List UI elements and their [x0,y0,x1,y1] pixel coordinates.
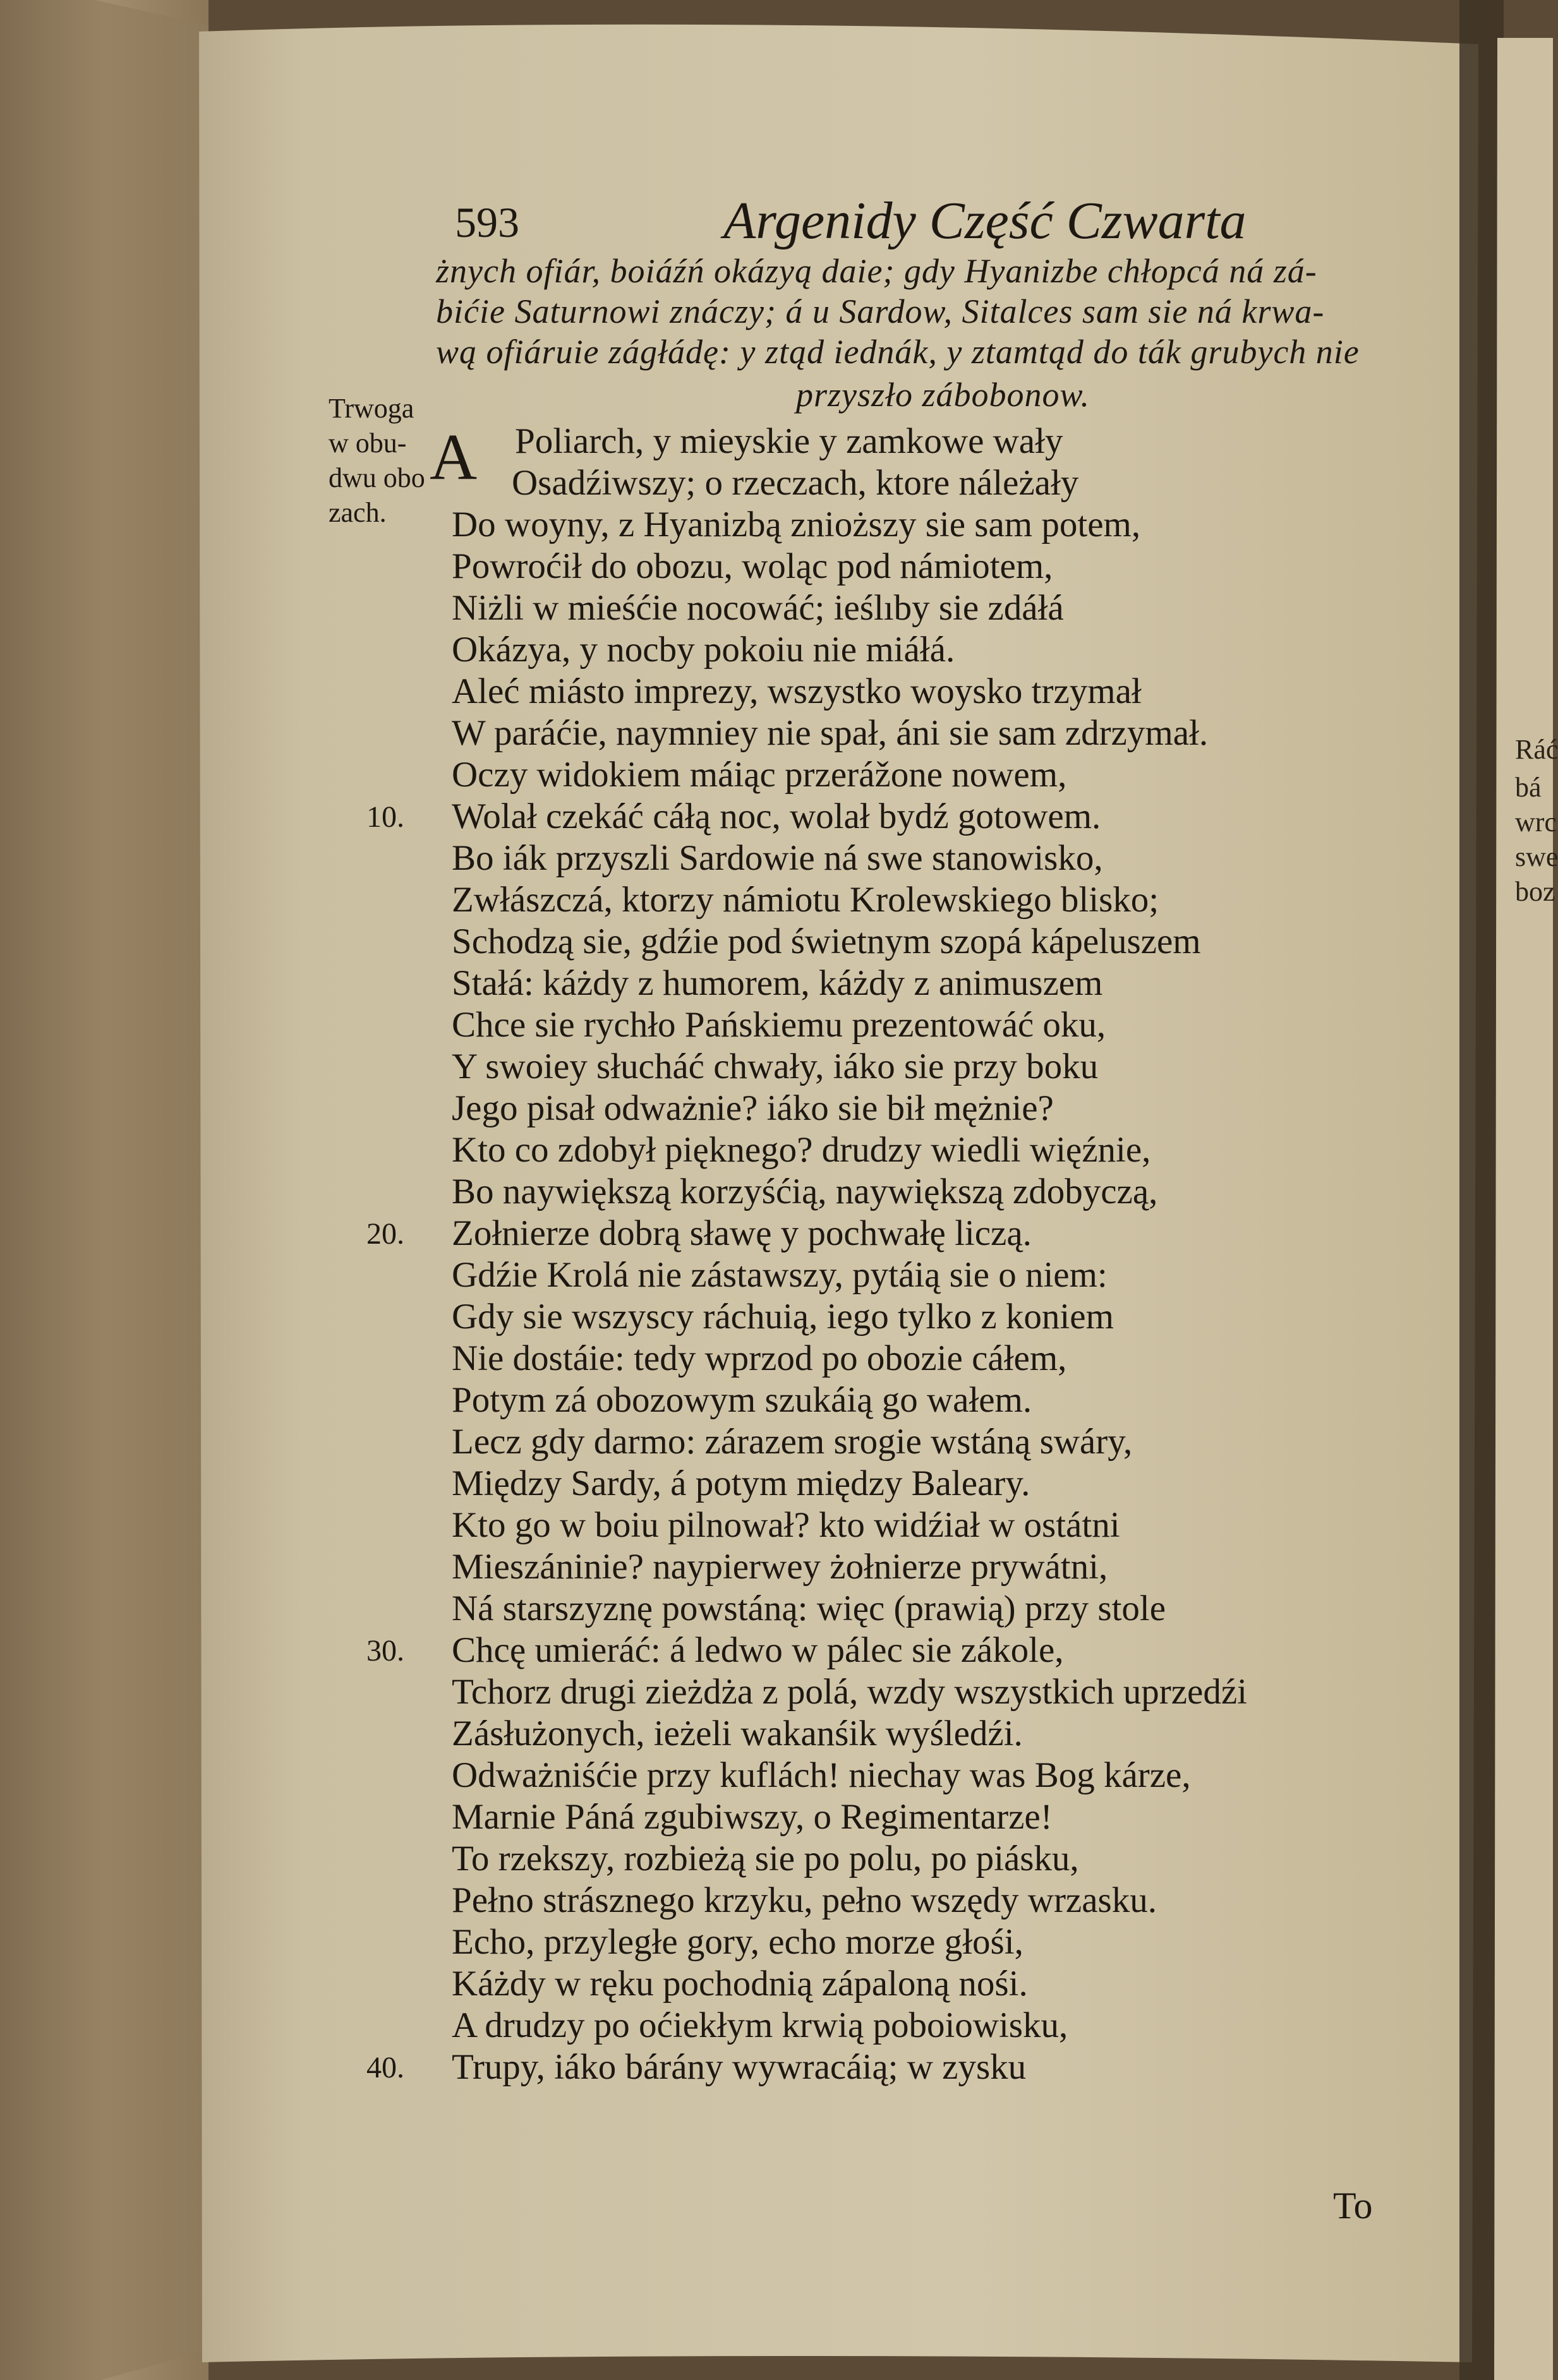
verse-line: Potym zá obozowym szukáią go wałem. [452,1380,1032,1420]
catchword: To [1333,2185,1373,2227]
verse-line: To rzekszy, rozbieżą sie po polu, po piásku, [452,1839,1079,1878]
next-page-fragment: swe [1515,841,1558,872]
margin-note-line: w obu- [329,428,407,459]
verse-line: Stałá: káżdy z humorem, káżdy z animuszem [452,963,1103,1003]
argument-line: bićie Saturnowi znáczy; á u Sardow, Sitalces sam sie ná krwa- [436,292,1325,330]
line-number: 30. [366,1634,404,1668]
verse-line: Jego pisał odważnie? iáko sie bił mężnie? [452,1088,1054,1128]
argument-line: wą ofiáruie zágłádę: y ztąd iednák, y ztamtąd do ták grubych nie [436,333,1360,371]
margin-note-line: zach. [329,497,387,528]
verse-line: Kto go w boiu pilnował? kto widźiał w ostátni [452,1505,1120,1545]
next-page-fragment: boz [1515,876,1555,907]
verse-line: Zásłużonych, ieżeli wakanśik wyśledźi. [452,1714,1023,1753]
verse-line: Lecz gdy darmo: zárazem srogie wstáną swáry, [452,1422,1133,1462]
verse-line: Powroćił do obozu, woląc pod námiotem, [452,546,1053,586]
verse-line: Mieszáninie? naypierwey żołnierze prywátni, [452,1547,1108,1587]
verse-line: Odważniśćie przy kuflách! niechay was Bog kárze, [452,1755,1191,1795]
verse-line: Echo, przyległe gory, echo morze głośi, [452,1922,1024,1962]
verse-line: A drudzy po oćiekłym krwią poboiowisku, [452,2005,1068,2045]
verse-line: Zołnierze dobrą sławę y pochwałę liczą. [452,1213,1032,1253]
drop-cap: A [430,421,478,493]
verse-line: Gdźie Krolá nie zástawszy, pytáią sie o niem: [452,1255,1108,1295]
verse-line: Między Sardy, á potym między Baleary. [452,1463,1030,1503]
verse-line: Trupy, iáko bárány wywracáią; w zysku [452,2047,1027,2087]
verse-line: Schodzą sie, gdźie pod świetnym szopá kápeluszem [452,922,1201,961]
right-page [1494,38,1553,2380]
line-number: 10. [366,800,404,834]
verse-line: Pełno strásznego krzyku, pełno wszędy wrzasku. [452,1880,1157,1920]
verse-line: Poliarch, y mieyskie y zamkowe wały [515,421,1063,461]
verse-line: Bo naywiększą korzyśćią, naywiększą zdobyczą, [452,1172,1158,1211]
argument-line: żnych ofiár, boiáźń okázyą daie; gdy Hyanizbe chłopcá ná zá- [436,252,1317,290]
verse-line: Tchorz drugi zieżdża z polá, wzdy wszystkich uprzedźi [452,1672,1247,1712]
verse-line: Zwłászczá, ktorzy námiotu Krolewskiego blisko; [452,880,1159,920]
verse-line: Y swoiey słucháć chwały, iáko sie przy boku [452,1047,1099,1086]
verse-line: Chce sie rychło Pańskiemu prezentowáć oku, [452,1005,1106,1045]
page-number: 593 [455,198,519,246]
line-number: 40. [366,2051,404,2084]
verse-line: Aleć miásto imprezy, wszystko woysko trzymał [452,671,1142,711]
next-page-fragment: wrc [1515,807,1557,838]
next-page-fragment: bá [1515,772,1542,803]
verse-line: Oczy widokiem máiąc przerážone nowem, [452,755,1067,795]
verse-line: Marnie Páná zgubiwszy, o Regimentarze! [452,1797,1053,1837]
verse-line: Osadźiwszy; o rzeczach, ktore náleżały [512,463,1079,503]
line-number: 20. [366,1217,404,1251]
margin-note-line: dwu obo [329,462,425,493]
verse-line: Bo iák przyszli Sardowie ná swe stanowisko, [452,838,1103,878]
verse-line: Nie dostáie: tedy wprzod po obozie cáłem, [452,1338,1067,1378]
next-page-fragment: Ráć [1515,734,1558,765]
margin-note-line: Trwoga [329,393,414,424]
verse-line: Wolał czekáć cáłą noc, wolał bydź gotowem. [452,796,1101,836]
verse-line: Ná starszyznę powstáną: więc (prawią) przy stole [452,1589,1166,1628]
verse-line: Niżli w mieśćie nocowáć; ieślıby sie zdáłá [452,588,1064,628]
verse-line: Okázya, y nocby pokoiu nie miáłá. [452,630,955,670]
running-title: Argenidy Część Czwarta [723,191,1247,250]
verse-line: Gdy sie wszyscy ráchuią, iego tylko z koniem [452,1297,1114,1337]
verse-line: Káżdy w ręku pochodnią zápaloną nośi. [452,1964,1028,2004]
argument-line: przyszło zábobonow. [796,376,1090,414]
verse-line: Chcę umieráć: á ledwo w pálec sie zákole, [452,1630,1064,1670]
verse-line: W paráćie, naymniey nie spał, áni sie sam zdrzymał. [452,713,1209,753]
verse-line: Kto co zdobył pięknego? drudzy wiedli więźnie, [452,1130,1151,1170]
verse-line: Do woyny, z Hyanizbą znioższy sie sam potem, [452,505,1141,544]
